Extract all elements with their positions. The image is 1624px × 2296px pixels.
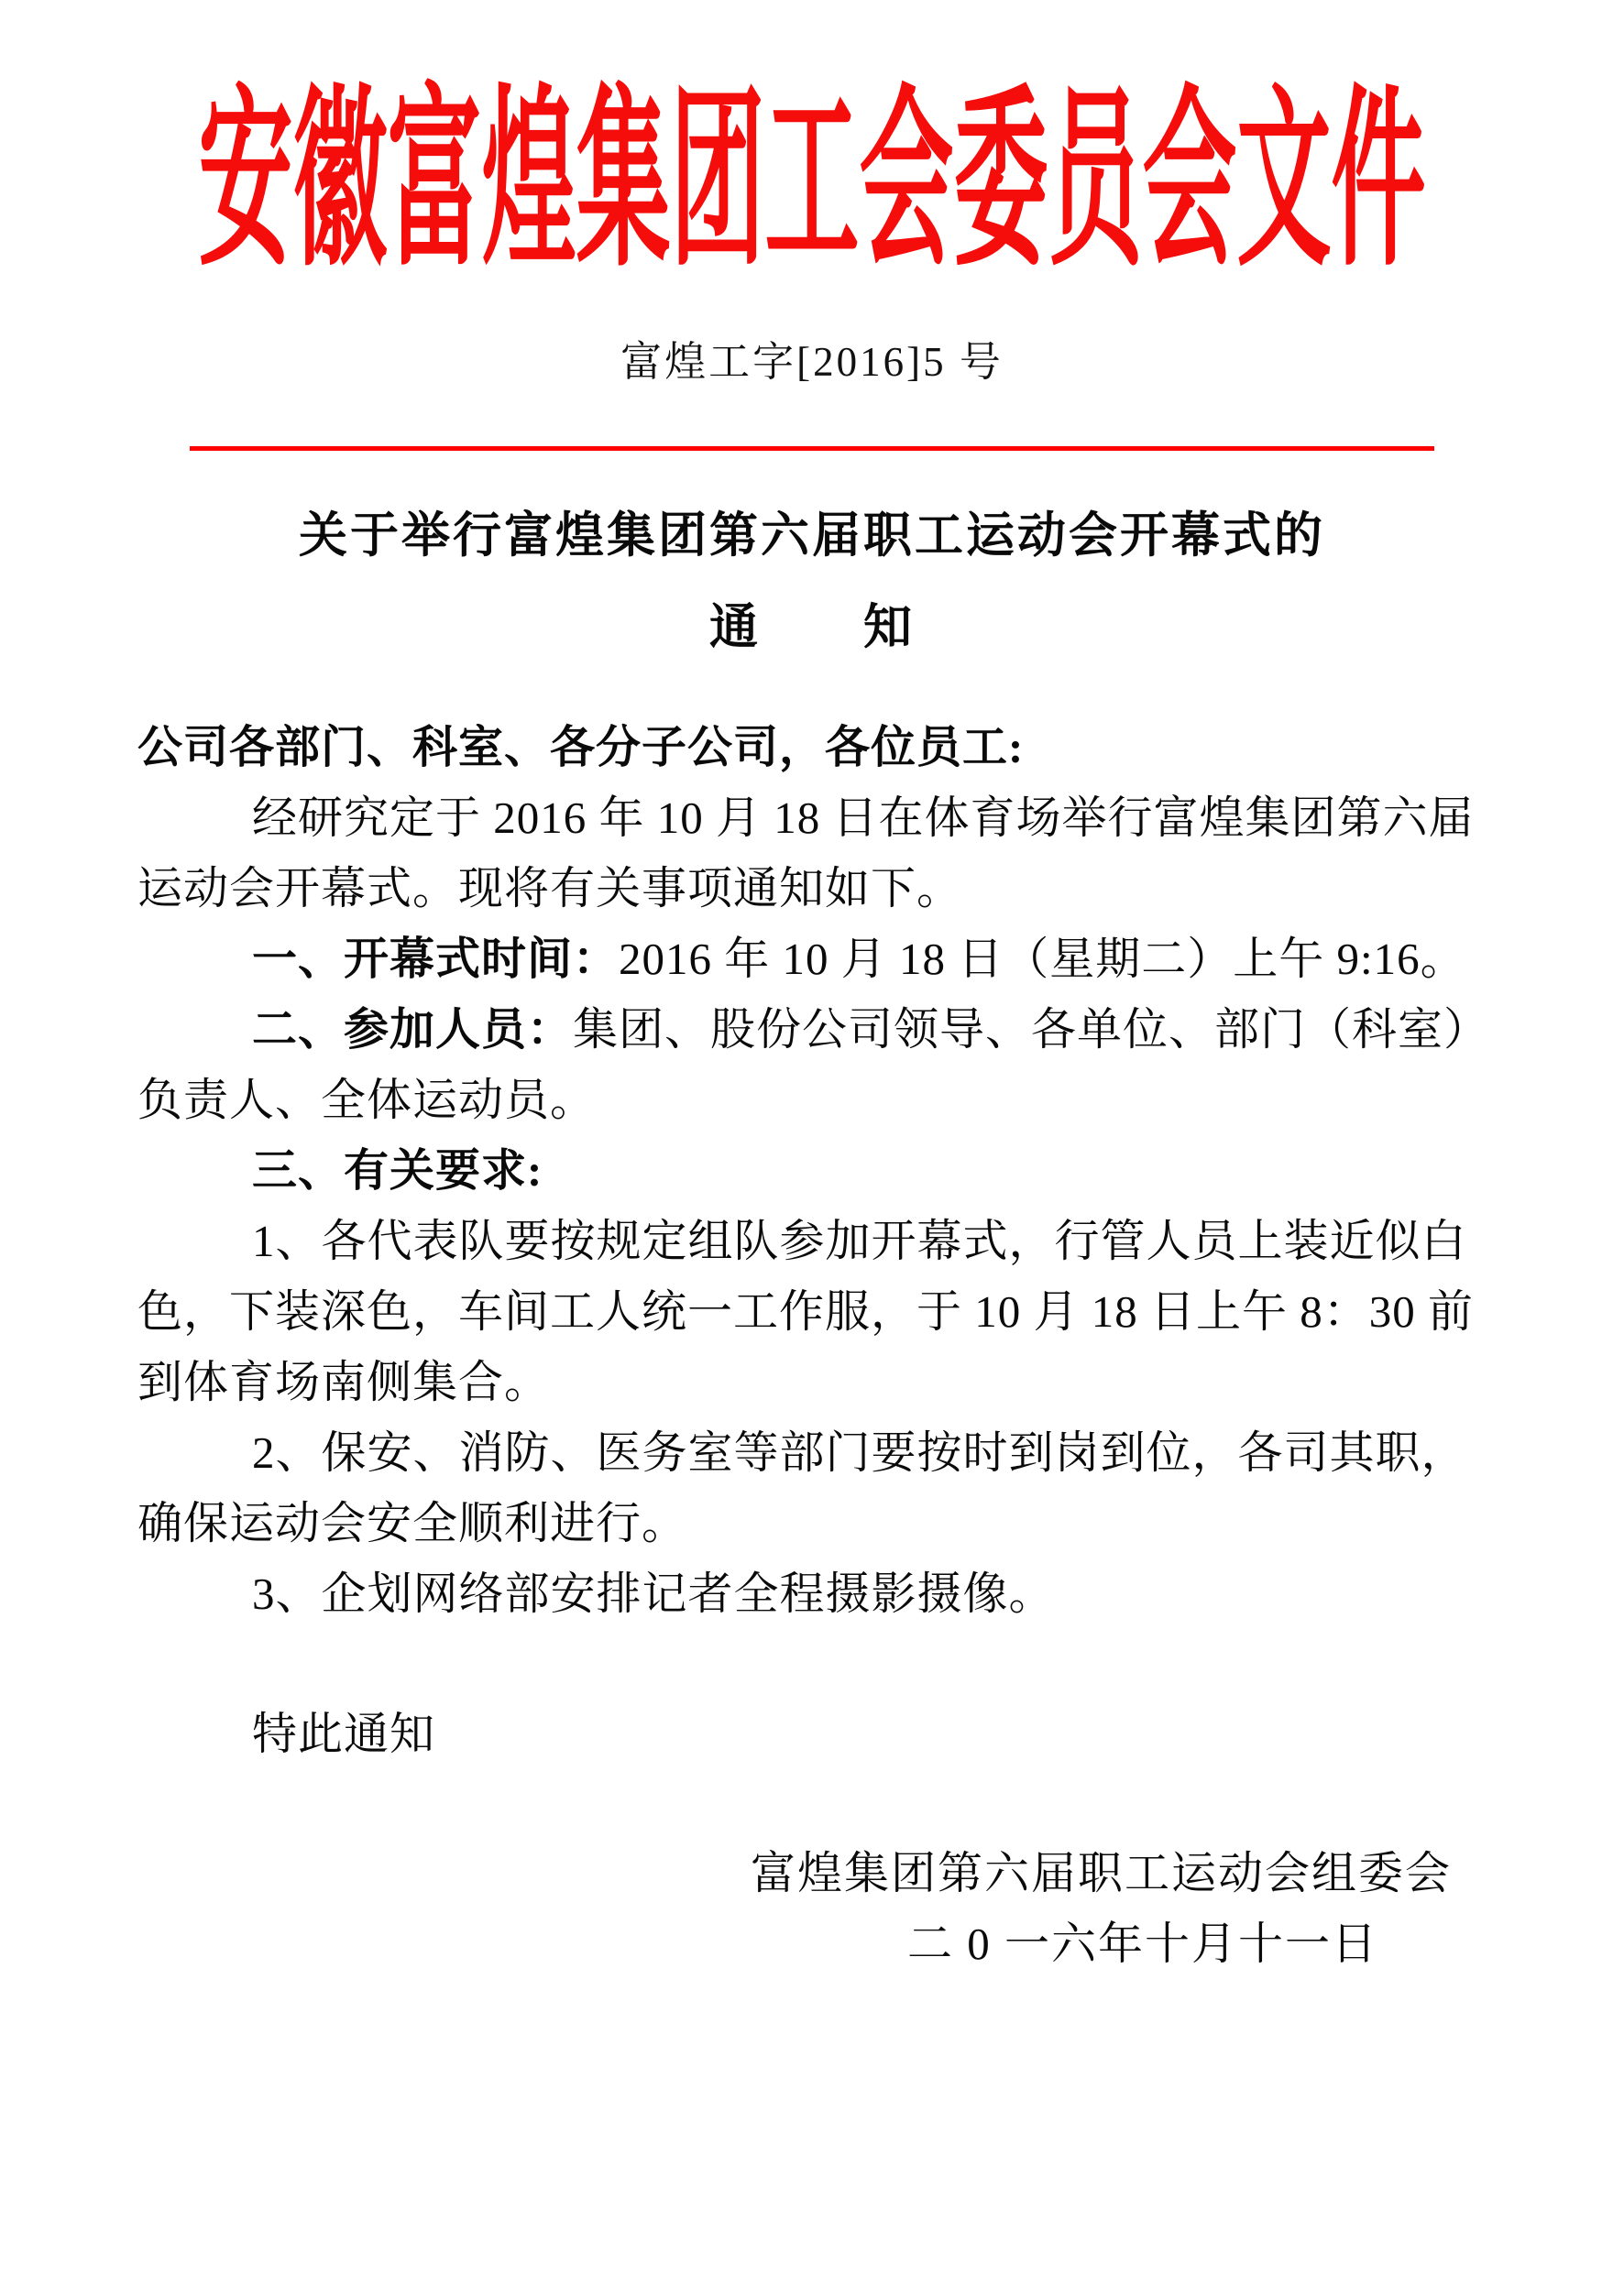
org-title: 安徽富煌集团工会委员会文件 xyxy=(198,75,1426,290)
notice-title: 关于举行富煌集团第六届职工运动会开幕式的 xyxy=(299,509,1325,563)
body-line xyxy=(137,1206,1487,1276)
body-line xyxy=(137,853,1487,924)
body-line xyxy=(137,1276,1487,1347)
closing-line: 特此通知 xyxy=(252,1709,436,1759)
body-line xyxy=(137,782,1487,853)
signature-date: 二 0 一六年十月十一日 xyxy=(906,1919,1378,1969)
body-line xyxy=(137,1558,1487,1629)
body-line-bold: 三、有关要求: xyxy=(252,1145,543,1196)
body-line-text: 1、各代表队要按规定组队参加开幕式，行管人员上装近似白 xyxy=(252,1216,1467,1266)
body-line xyxy=(137,712,1487,782)
notice-subtitle: 通 知 xyxy=(709,601,915,654)
red-separator-line xyxy=(190,446,1434,451)
body-line xyxy=(137,1065,1487,1135)
body-line-text: 负责人、全体运动员。 xyxy=(137,1075,597,1125)
body-line xyxy=(137,924,1487,994)
body-line xyxy=(137,1135,1487,1206)
body-line xyxy=(137,1417,1487,1488)
body-line xyxy=(137,994,1490,1065)
body-line-text: 2016 年 10 月 18 日（星期二）上午 9:16。 xyxy=(619,934,1466,984)
body-line-text: 到体育场南侧集合。 xyxy=(137,1357,551,1407)
body-line-bold: 一、开幕式时间： xyxy=(252,934,620,984)
body-line xyxy=(137,1488,1487,1558)
body-line-text: 确保运动会安全顺利进行。 xyxy=(137,1498,688,1548)
letterhead xyxy=(0,0,1624,290)
notice-body xyxy=(0,712,1624,1769)
body-line-text: 色，下装深色，车间工人统一工作服，于 10 月 18 日上午 8：30 前 xyxy=(137,1286,1475,1337)
signature-org: 富煌集团第六届职工运动会组委会 xyxy=(750,1848,1452,1898)
body-line xyxy=(137,1347,1487,1417)
body-line-text: 3、企划网络部安排记者全程摄影摄像。 xyxy=(252,1569,1055,1619)
body-line-text: 2、保安、消防、医务室等部门要按时到岗到位，各司其职， xyxy=(252,1427,1467,1478)
body-line-text: 集团、股份公司领导、各单位、部门（科室） xyxy=(573,1004,1490,1055)
body-line-bold: 二、参加人员： xyxy=(252,1004,574,1055)
body-line-bold: 公司各部门、科室、各分子公司，各位员工: xyxy=(137,722,1025,772)
body-line-text: 运动会开幕式。现将有关事项通知如下。 xyxy=(137,863,963,913)
doc-number: 富煌工字[2016]5 号 xyxy=(620,339,1004,385)
body-line-text: 经研究定于 2016 年 10 月 18 日在体育场举行富煌集团第六届 xyxy=(252,793,1475,843)
